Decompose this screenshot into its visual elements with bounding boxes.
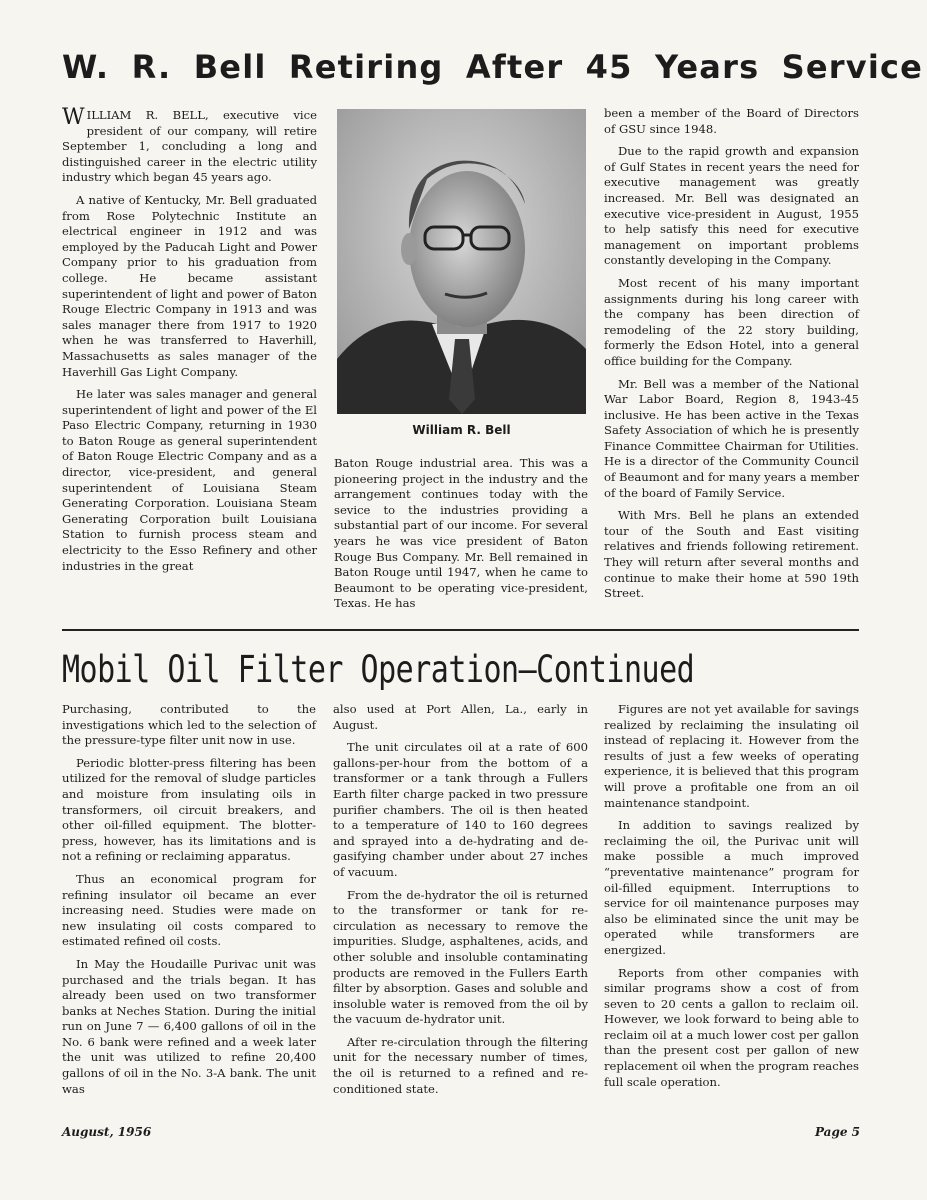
paragraph: Baton Rouge industrial area. This was a pioneering project in the industry and the arrangement continues today with the sevice to the industries providing a substantial part of our income. For several years he was vice president of Baton Rouge Bus Company. Mr. Bell remained in Baton Rouge until 1947, when he came to Beaumont to be operating vice-president, Texas. He has <box>334 456 588 611</box>
photo-caption: William R. Bell <box>412 423 511 437</box>
article2-column-1 <box>62 702 316 1104</box>
paragraph: After re-circulation through the filtering unit for the necessary number of times, the oil is returned to a refined and re-conditioned state. <box>333 1034 588 1096</box>
article2-column-3 <box>604 702 859 1097</box>
article2-column-2 <box>333 702 588 1104</box>
paragraph: From the de-hydrator the oil is returned to the transformer or tank for re-circulation as necessary to remove the impurities. Sludge, asphaltenes, acids, and other soluble and insoluble contaminating products are removed in the Fullers Earth filter by absorption. Gases and soluble and insoluble water is removed from the oil by the vacuum de-hydrator unit. <box>333 887 588 1027</box>
paragraph: A native of Kentucky, Mr. Bell graduated from Rose Polytechnic Institute an electrical engineer in 1912 and was employed by the Paducah Light and Power Company prior to his graduation from college. He became assistant superintendent of light and power of Baton Rouge Electric Company in 1913 and was sales manager there from 1917 to 1920 when he was transferred to Haverhill, Massachusetts as sales manager of the Haverhill Gas Light Company. <box>62 192 317 379</box>
paragraph: Periodic blotter-press filtering has been utilized for the removal of sludge particles and moisture from insulating oils in transformers, oil circuit breakers, and other oil-filled equipment. The blotter-press, however, has its limitations and is not a refining or reclaiming apparatus. <box>62 755 316 864</box>
paragraph: Thus an economical program for refining insulator oil became an ever increasing need. Studies were made on new insulating oil costs compared to estimated refined oil costs. <box>62 871 316 949</box>
article1-column-1 <box>62 105 317 581</box>
article-headline: W. R. Bell Retiring After 45 Years Service <box>62 48 924 86</box>
paragraph: been a member of the Board of Directors of GSU since 1948. <box>604 106 859 136</box>
paragraph: In May the Houdaille Purivac unit was purchased and the trials began. It has already been used on two transformer banks at Neches Station. During the initial run on June 7 — 6,400 gallons of oil in the No. 6 bank were refined and a week later the unit was utilized to refine 20,400 gallons of oil in the No. 3-A bank. The unit was <box>62 956 316 1096</box>
paragraph: With Mrs. Bell he plans an extended tour of the South and East visiting relatives and friends following retirement. They will return after several months and continue to make their home at 590 19th Street. <box>604 508 859 601</box>
paragraph: He later was sales manager and general superintendent of light and power of the El Paso Electric Company, returning in 1930 to Baton Rouge as general superintendent of Baton Rouge Electric Company and as a director, vice-president, and general superintendent of Louisiana Steam Generating Corporation. Louisiana Steam Generating Corporation built Louisiana Station to furnish process steam and electricity to the Esso Refinery and other industries in the great <box>62 387 317 573</box>
drop-cap: W <box>62 105 85 130</box>
article1-column-3 <box>604 106 859 609</box>
paragraph: Reports from other companies with similar programs show a cost of from seven to 20 cents a gallon to reclaim oil. However, we look forward to being able to reclaim oil at a much lower cost per gallon than the present cost per gallon of new replacement oil when the program reaches full scale operation. <box>604 965 859 1089</box>
paragraph: also used at Port Allen, La., early in August. <box>333 702 588 732</box>
paragraph: Due to the rapid growth and expansion of Gulf States in recent years the need for executive management was greatly increased. Mr. Bell was designated an executive vice-president in August, 1955 to help satisfy this need for executive management on important problems constantly developing in the Company. <box>604 144 859 268</box>
article-headline: Mobil Oil Filter Operation—Continued <box>62 648 695 692</box>
paragraph: Figures are not yet available for savings realized by reclaiming the insulating oil instead of replacing it. However from the results of just a few weeks of operating experience, it is believed that this program will prove a profitable one from an oil maintenance standpoint. <box>604 702 859 810</box>
section-divider <box>62 629 859 631</box>
paragraph: Most recent of his many important assignments during his long career with the company has been direction of remodeling of the 22 story building, formerly the Edson Hotel, into a general office building for the Company. <box>604 275 859 368</box>
paragraph: Mr. Bell was a member of the National War Labor Board, Region 8, 1943-45 inclusive. He has been active in the Texas Safety Association of which he is presently Finance Committee Chairman for Utilities. He is a director of the Community Council of Beaumont and for many years a member of the board of Family Service. <box>604 376 859 500</box>
paragraph: WILLIAM R. BELL, executive vice president of our company, will retire September 1, concluding a long and distinguished career in the electric utility industry which began 45 years ago. <box>62 105 317 185</box>
paragraph: The unit circulates oil at a rate of 600 gallons-per-hour from the bottom of a transformer or a tank through a Fullers Earth filter charge packed in two pressure purifier chambers. The oil is then heated to a temperature of 140 to 160 degrees and sprayed into a de-hydrating and de-gasifying chamber under about 27 inches of vacuum. <box>333 740 588 879</box>
paragraph: Purchasing, contributed to the investigations which led to the selection of the pressure-type filter unit now in use. <box>62 702 316 748</box>
article1-column-2 <box>334 456 588 619</box>
paragraph: In addition to savings realized by reclaiming the oil, the Purivac unit will make possible a much improved “preventative maintenance” program for oil-filled equipment. Interruptions to service for oil maintenance purposes may also be eliminated since the unit may be operated while transformers are energized. <box>604 818 859 957</box>
footer-date: August, 1956 <box>62 1125 152 1139</box>
portrait-photo <box>337 109 586 414</box>
page-number: Page 5 <box>814 1125 860 1139</box>
portrait-image <box>337 109 586 414</box>
